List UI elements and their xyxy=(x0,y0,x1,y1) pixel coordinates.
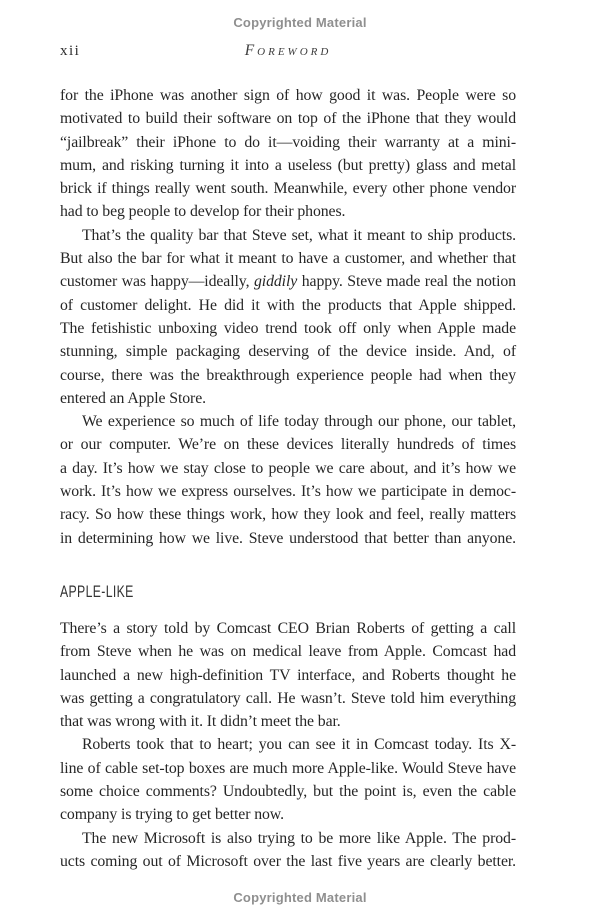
text-line xyxy=(60,617,516,640)
text-segment: company is trying to get better now. xyxy=(60,806,284,824)
text-line xyxy=(60,224,516,247)
text-line xyxy=(60,247,516,270)
running-head-title: Foreword xyxy=(244,42,332,59)
text-segment: that was wrong with it. It didn’t meet the bar. xyxy=(60,713,341,731)
text-line xyxy=(60,457,516,480)
text-line xyxy=(60,850,516,873)
text-line xyxy=(60,387,516,410)
text-segment: motivated to build their software on top of the iPhone that they would xyxy=(60,110,516,128)
text-line xyxy=(60,177,516,200)
text-line xyxy=(60,640,516,663)
text-segment: That’s the quality bar that Steve set, what it meant to ship products. xyxy=(82,226,516,244)
running-header xyxy=(60,42,516,62)
text-segment: The new Microsoft is also trying to be more like Apple. The prod- xyxy=(82,829,516,847)
text-segment: for the iPhone was another sign of how good it was. People were so xyxy=(60,87,516,104)
text-segment: entered an Apple Store. xyxy=(60,389,206,407)
text-segment: a day. It’s how we stay close to people we care about, and it’s how we xyxy=(60,459,516,477)
text-segment: course, there was the breakthrough experience people had when they xyxy=(60,366,516,384)
text-line xyxy=(60,733,516,756)
section-heading: APPLE-LIKE xyxy=(60,581,134,601)
text-line xyxy=(60,200,516,223)
text-segment: But also the bar for what it meant to have a customer, and whether that xyxy=(60,250,516,268)
text-segment: launched a new high-definition TV interface, and Roberts thought he xyxy=(60,666,516,684)
text-segment: was getting a congratulatory call. He wasn’t. Steve told him everything xyxy=(60,689,516,707)
text-line xyxy=(60,294,516,317)
text-segment: from Steve when he was on medical leave from Apple. Comcast had xyxy=(60,643,516,661)
text-segment: We experience so much of life today through our phone, our tablet, xyxy=(82,413,516,431)
text-segment: or our computer. We’re on these devices literally hundreds of times xyxy=(60,436,516,454)
text-segment: Roberts took that to heart; you can see it in Comcast today. Its X- xyxy=(82,736,516,754)
text-line xyxy=(60,780,516,803)
text-segment: ucts coming out of Microsoft over the last five years are clearly better. xyxy=(60,852,516,870)
emphasized-text: giddily xyxy=(254,273,298,291)
text-line xyxy=(60,107,516,130)
copyright-watermark-bottom: Copyrighted Material xyxy=(233,890,367,905)
text-line xyxy=(60,317,516,340)
text-line xyxy=(60,710,516,733)
text-segment: The fetishistic unboxing video trend took off only when Apple made xyxy=(60,319,516,337)
text-segment: customer was happy—ideally, xyxy=(60,273,254,291)
text-line xyxy=(60,503,516,526)
text-segment: happy. Steve made real the notion xyxy=(297,273,516,291)
text-line xyxy=(60,827,516,850)
text-line xyxy=(60,664,516,687)
text-segment: in determining how we live. Steve understood that better than anyone. xyxy=(60,529,516,547)
text-segment: stunning, simple packaging deserving of the device inside. And, of xyxy=(60,343,516,361)
text-line xyxy=(60,84,516,107)
text-line xyxy=(60,687,516,710)
text-segment: racy. So how these things work, how they look and feel, really matters xyxy=(60,506,516,524)
text-line xyxy=(60,757,516,780)
text-line xyxy=(60,270,516,293)
text-line xyxy=(60,480,516,503)
text-segment: There’s a story told by Comcast CEO Brian Roberts of getting a call xyxy=(60,619,516,637)
text-segment: “jailbreak” their iPhone to do it—voiding their warranty at a mini- xyxy=(60,133,516,151)
page-body xyxy=(60,84,516,873)
text-line xyxy=(60,131,516,154)
text-segment: work. It’s how we express ourselves. It’s how we participate in democ- xyxy=(60,483,516,501)
text-segment: mum, and risking turning it into a useless (but pretty) glass and metal xyxy=(60,156,516,174)
text-line xyxy=(60,364,516,387)
text-line xyxy=(60,527,516,550)
text-segment: had to beg people to develop for their phones. xyxy=(60,203,346,221)
text-segment: of customer delight. He did it with the products that Apple shipped. xyxy=(60,296,516,314)
text-line xyxy=(60,410,516,433)
text-segment: brick if things really went south. Meanwhile, every other phone vendor xyxy=(60,180,516,198)
text-line xyxy=(60,154,516,177)
copyright-watermark-top: Copyrighted Material xyxy=(233,15,367,30)
text-line xyxy=(60,340,516,363)
text-line xyxy=(60,433,516,456)
page-number: xii xyxy=(60,43,81,59)
text-segment: some choice comments? Undoubtedly, but the point is, even the cable xyxy=(60,783,516,801)
text-line xyxy=(60,803,516,826)
text-segment: line of cable set-top boxes are much more Apple-like. Would Steve have xyxy=(60,759,516,777)
